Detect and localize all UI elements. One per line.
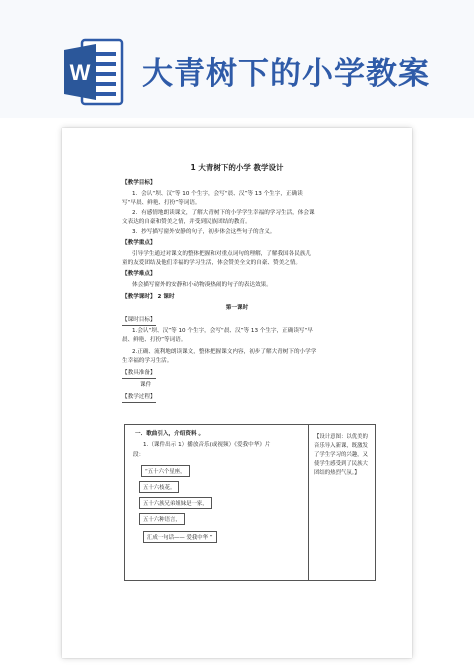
banner <box>0 0 474 118</box>
goal-line: 1．会认“坝、汉”等 10 个生字，会写“晨、汉”等 13 个生字，正确读 <box>132 191 303 197</box>
word-icon <box>62 38 124 106</box>
lesson-goal-line: 晨、鲜艳、打扮”等词语。 <box>122 337 187 343</box>
lesson-goal-line: 2.正确、流利地朗读课文，整体把握课文内容，初步了解大青树下的小学学 <box>132 349 317 355</box>
goals-heading: 【教学目标】 <box>122 180 156 186</box>
focus-heading: 【教学重点】 <box>122 240 156 246</box>
process-table <box>124 424 376 581</box>
goal-line: 3．抄写描写窗外安静的句子，初步体会这些句子的含义。 <box>132 229 276 235</box>
svg-text:W: W <box>69 60 91 85</box>
focus-line: 引导学生通过对课文的整体把握和对重点词句的理解，了解我国各民族儿 <box>132 251 312 257</box>
design-note: 【设计意图：以优美的音乐导入新课，既激发了学生学习的兴趣，又使学生感受到了民族大团结的热烈气氛。】 <box>314 434 368 476</box>
step-title: 一．歌曲引入，介绍资料 。 <box>135 431 205 437</box>
lyric-box: 五十六枝花。 <box>139 481 179 493</box>
lesson-goal-line: 生幸福的学习生活。 <box>122 358 173 364</box>
lyric-box: 汇成一句话—— 爱我中华 ” <box>143 531 217 543</box>
lyric-box: 五十六族兄弟姐妹是一家， <box>139 497 212 509</box>
difficulty-text: 体会描写窗外的安静和小动物凑热闹的句子的表达效果。 <box>132 282 272 288</box>
table-divider <box>308 425 309 580</box>
process-heading: 【教学过程】 <box>122 394 156 403</box>
banner-title: 大青树下的小学教案 <box>142 56 430 92</box>
step-line: 段： <box>133 452 145 458</box>
goal-line: 写“早晨、鲜艳、打扮”等词语。 <box>122 200 201 206</box>
focus-line: 童的友爱团结及他们幸福的学习生活，体会赞美全文的自豪、赞美之情。 <box>122 260 302 266</box>
lyric-box: “五十六个星座， <box>141 465 190 477</box>
document-page <box>62 128 412 658</box>
period-heading: 第一课时 <box>225 305 249 311</box>
prep-heading: 【教具准备】 <box>122 370 156 379</box>
lesson-goal-line: 1.会认“坝、汉”等 10 个生字，会写“晨、汉”等 13 个生字，正确读写“早 <box>132 328 314 334</box>
hours-text: 【教学课时】 2 课时 <box>122 294 175 300</box>
prep-text: 课件 <box>140 382 152 388</box>
difficulty-heading: 【教学难点】 <box>122 271 156 277</box>
lesson-goals-heading: 【课时目标】 <box>122 317 156 326</box>
goal-line: 文表达的自豪和赞美之情，并受到民族团结的教育。 <box>122 219 251 225</box>
step-line: 1.（课件出示 1）播放音乐(或视频）《爱我中华》片 <box>143 442 271 448</box>
document-title: 1 大青树下的小学 教学设计 <box>190 163 284 172</box>
goal-line: 2．有感情地朗读课文，了解大青树下的小学学生幸福的学习生活，体会课 <box>132 210 315 216</box>
lyric-box: 五十六种语言， <box>139 513 185 525</box>
